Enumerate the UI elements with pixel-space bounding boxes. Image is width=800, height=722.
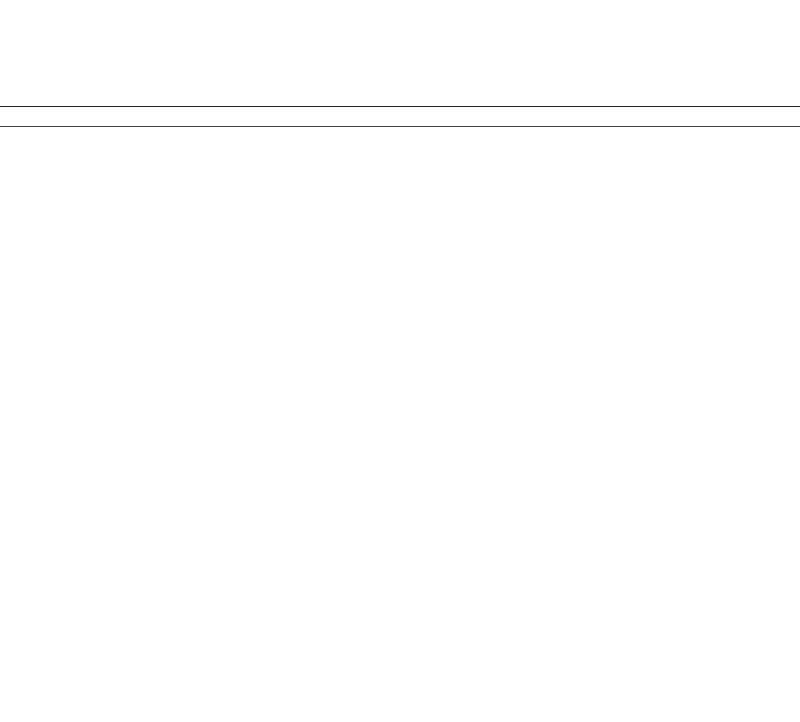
- header-divider-bottom: [0, 126, 800, 127]
- entry-summary: [16, 659, 44, 673]
- header-divider-top: [0, 106, 800, 107]
- table-header: [0, 110, 800, 124]
